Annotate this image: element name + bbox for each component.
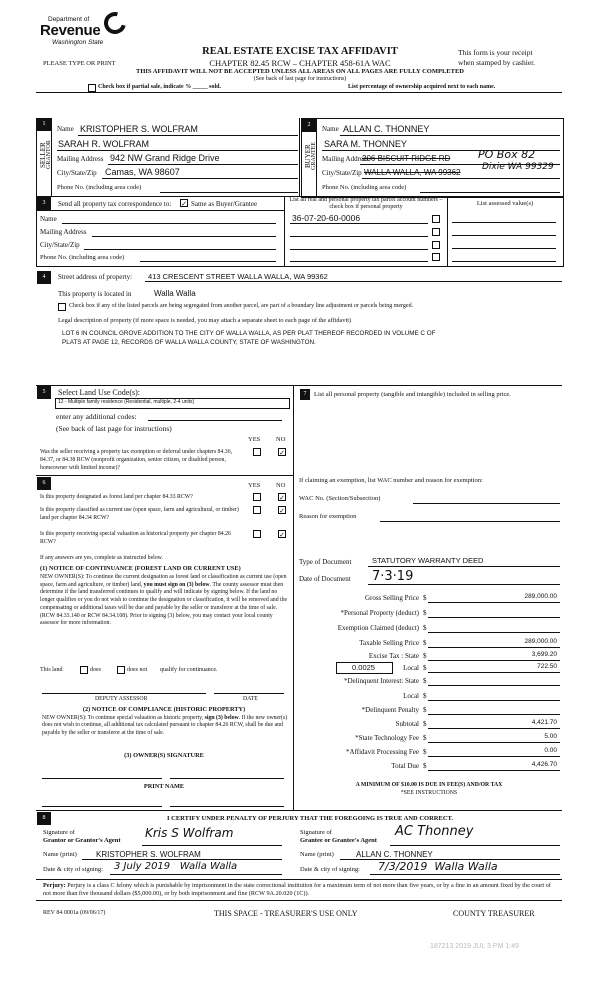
does-not-checkbox[interactable]: [117, 666, 125, 674]
currency-symbol: $: [423, 748, 427, 756]
section-8-number: 8: [37, 812, 51, 825]
parcel-3-personal-checkbox[interactable]: [432, 241, 440, 249]
segregated-label: Check box if any of the listed parcels are being segregated from another parcel, are part of a boundary line adjustment or parcels being merged.: [69, 303, 414, 309]
perjury-notice: [43, 882, 558, 898]
legal-description-line-1[interactable]: LOT 6 IN COUNCIL GROVE ADDITION TO THE CITY OF WALLA WALLA, AS PER PLAT THEREOF RECORDED IN VOLUME C OF: [62, 330, 436, 337]
section-3-number: 3: [37, 197, 51, 210]
located-in[interactable]: Walla Walla: [154, 289, 196, 298]
additional-codes-label: enter any additional codes:: [56, 412, 137, 421]
section6-no-header: NO: [276, 482, 286, 489]
section6-yes-header: YES: [248, 482, 261, 489]
wac-number-label: WAC No. (Section/Subsection): [299, 495, 381, 502]
certify-statement: I CERTIFY UNDER PENALTY OF PERJURY THAT THE FOREGOING IS TRUE AND CORRECT.: [166, 815, 453, 822]
row-value-subtotal[interactable]: 4,421.70: [531, 719, 557, 726]
logo-line2: Revenue: [40, 22, 101, 39]
currency-symbol: $: [423, 594, 427, 602]
section-1-number: 1: [37, 118, 51, 131]
exemption-yes-checkbox[interactable]: [253, 448, 261, 456]
row-value-total-due[interactable]: 4,426.70: [531, 761, 557, 768]
buyer-mailing-struck[interactable]: 206 BISCUIT RIDGE RD: [362, 154, 451, 163]
buyer-phone-label: Phone No. (including area code): [322, 184, 407, 191]
logo-line3: Washington State: [52, 39, 104, 46]
row-label-excise-state: Excise Tax : State: [368, 652, 419, 660]
currency-symbol: $: [423, 720, 427, 728]
buyer-name-2[interactable]: SARA M. THONNEY: [324, 139, 407, 149]
seller-mailing[interactable]: 942 NW Grand Ridge Drive: [110, 153, 220, 163]
does-label: does: [90, 667, 101, 673]
notice-continuance-text-b: . The county assessor must then determine if the land transferred continues to qualify and will indicate by signing below. If the land no longer qualifies or you do not wish to continue the designation or classification, it will be removed and the compensating or additional taxes will be due and payable by the seller or transferor at the time of sale. (RCW 84.33.140 or RCW 84.34.108). Prior to signing (3) below, you may contact your local county assessor for more information.: [40, 581, 288, 627]
row-label-tech-fee: *State Technology Fee: [355, 734, 419, 742]
row-label-taxable: Taxable Selling Price: [359, 639, 419, 647]
minimum-due-note: A MINIMUM OF $10.00 IS DUE IN FEE(S) AND/OR TAX: [355, 782, 503, 788]
grantor-name[interactable]: KRISTOPHER S. WOLFRAM: [96, 850, 201, 859]
grantor-name-label: Name (print): [43, 851, 77, 858]
qualify-label: qualify for continuance.: [160, 667, 218, 673]
print-name-label: PRINT NAME: [143, 783, 185, 790]
currency-symbol: $: [423, 677, 427, 685]
doc-date[interactable]: 7·3·19: [372, 569, 414, 584]
corr-city-label: City/State/Zip: [40, 241, 80, 249]
partial-sale-label: Check box if partial sale, indicate % _____ sold.: [98, 84, 222, 90]
exemption-question: Was the seller receiving a property tax exemption or deferral under chapters 84.36, 84.37, or 84.38 RCW (nonprofit organization, senior citizen, or disabled person, homeowner with limited income)?: [40, 449, 233, 471]
section-7-number: 7: [300, 389, 310, 400]
dor-swirl-icon: [100, 8, 130, 38]
buyer-name-label: Name: [322, 125, 339, 133]
notice-continuance-body: [40, 574, 290, 628]
corr-mailing-label: Mailing Address: [40, 228, 87, 236]
buyer-label: BUYER: [304, 144, 312, 168]
grantor-sig-label-1: Signature of: [43, 829, 75, 836]
street-address[interactable]: 413 CRESCENT STREET WALLA WALLA, WA 99362: [148, 272, 328, 281]
section-6-number: 6: [37, 477, 51, 490]
same-as-buyer-checkbox[interactable]: ✓: [181, 200, 187, 208]
notice-continuance-title: (1) NOTICE OF CONTINUANCE (FOREST LAND OR CURRENT USE): [40, 565, 241, 572]
row-value-excise-state[interactable]: 3,699.20: [531, 651, 557, 658]
send-correspondence-label: Send all property tax correspondence to:: [58, 200, 172, 208]
section5-yes-header: YES: [248, 436, 261, 443]
buyer-city-label: City/State/Zip: [322, 169, 362, 177]
grantee-sig-label-1: Signature of: [300, 829, 332, 836]
doc-date-label: Date of Document: [299, 575, 351, 583]
parcel-2-personal-checkbox[interactable]: [432, 228, 440, 236]
section-4-number: 4: [37, 271, 51, 284]
notice-compliance-text-b: . If the new owner(s) does not wish to continue, all additional tax calculated pursuant to chapter 84.26 RCW, shall be due and payable by the seller or transferor at the time of sale.: [42, 715, 288, 736]
currency-symbol: $: [423, 664, 427, 672]
county-treasurer-label: COUNTY TREASURER: [453, 909, 535, 918]
row-value-local[interactable]: 722.50: [537, 663, 557, 670]
perjury-text: Perjury is a class C felony which is punishable by imprisonment in the state correctional institution for a maximum term of not more than five years, or by a fine in an amount fixed by the court of not more than five thousand dollars ($5,000.00), or by both imprisonment and fine (RCW 9A.20.020 (1C)).: [43, 882, 551, 897]
perjury-bold: Perjury:: [43, 882, 66, 889]
seller-label: SELLER: [39, 142, 47, 168]
forest-yes-checkbox[interactable]: [253, 493, 261, 501]
row-label-subtotal: Subtotal: [395, 720, 419, 728]
see-back-note: (See back of last page for instructions): [56, 424, 172, 433]
current-use-no-checkbox[interactable]: ✓: [279, 507, 285, 515]
currency-symbol: $: [423, 609, 427, 617]
does-not-label: does not: [127, 667, 148, 673]
exemption-claim-label: If claiming an exemption, list WAC number and reason for exemption:: [299, 477, 483, 484]
row-label-total-due: Total Due: [391, 762, 419, 770]
ownership-note: List percentage of ownership acquired next to each name.: [348, 84, 496, 90]
grantor-sig-label-2: Grantor or Grantor's Agent: [43, 837, 121, 844]
divider: [36, 92, 562, 93]
same-as-buyer-label: Same as Buyer/Grantee: [191, 200, 258, 208]
notice-compliance-body: [42, 715, 290, 737]
parcel-header: List all real and personal property tax parcel account numbers – check box if personal property: [289, 197, 443, 210]
corr-phone-label: Phone No. (including area code): [40, 254, 125, 261]
does-checkbox[interactable]: [80, 666, 88, 674]
row-label-processing-fee: *Affidavit Processing Fee: [346, 748, 419, 756]
logo-line1: Department of: [48, 16, 90, 23]
segregated-checkbox[interactable]: [58, 303, 66, 311]
grantor-label: GRANTOR: [46, 140, 52, 170]
owner-signature-label: (3) OWNER(S) SIGNATURE: [124, 752, 204, 759]
date-label: DATE: [243, 696, 258, 702]
grantee-label: GRANTEE: [311, 142, 317, 170]
grantee-name-label: Name (print): [300, 851, 334, 858]
notice-continuance-bold: you must sign on (3) below: [143, 581, 210, 588]
row-value-processing-fee[interactable]: 0.00: [544, 747, 557, 754]
deputy-assessor-label: DEPUTY ASSESSOR: [95, 696, 148, 702]
grantor-signature[interactable]: Kris S Wolfram: [145, 826, 234, 840]
corr-name-label: Name: [40, 215, 57, 223]
section5-no-header: NO: [276, 436, 286, 443]
receipt-note-1: This form is your receipt: [458, 48, 533, 57]
doc-type[interactable]: STATUTORY WARRANTY DEED: [372, 556, 484, 565]
parcel-1[interactable]: 36-07-20-60-0006: [292, 213, 361, 223]
see-instructions-note: *SEE INSTRUCTIONS: [400, 790, 458, 796]
notice-compliance-bold: sign (3) below: [204, 715, 239, 721]
seller-city[interactable]: Camas, WA 98607: [105, 167, 180, 177]
current-use-question: Is this property classified as current use (open space, farm and agricultural, or timber) land per chapter 84.34 RCW?: [40, 507, 239, 521]
section-2-number: 2: [302, 119, 316, 132]
assessed-header: List assessed value(s): [476, 200, 534, 207]
instructions-note: (See back of last page for instructions): [253, 76, 347, 82]
grantor-date-label: Date & city of signing:: [43, 866, 103, 873]
row-label-delinq-interest-state: *Delinquent Interest: State: [343, 677, 419, 685]
grantee-sig-label-2: Grantee or Grantee's Agent: [300, 837, 377, 844]
street-address-label: Street address of property:: [58, 273, 133, 281]
row-label-delinq-interest-local: Local: [403, 692, 419, 700]
forest-land-question: Is this property designated as forest land per chapter 84.33 RCW?: [40, 494, 193, 500]
land-use-label: Select Land Use Code(s):: [58, 388, 140, 397]
notice-compliance-text-a: NEW OWNER(S): To continue special valuation as historic property,: [42, 715, 204, 721]
buyer-city-struck[interactable]: WALLA WALLA, WA 99362: [364, 168, 461, 177]
historical-no-checkbox[interactable]: ✓: [279, 531, 285, 539]
buyer-name-1[interactable]: ALLAN C. THONNEY: [343, 124, 430, 134]
doc-type-label: Type of Document: [299, 558, 352, 566]
currency-symbol: $: [423, 706, 427, 714]
grantor-date-city[interactable]: 3 July 2019 Walla Walla: [114, 861, 238, 872]
buyer-mailing-handwritten[interactable]: PO Box 82: [478, 148, 536, 161]
currency-symbol: $: [423, 762, 427, 770]
form-revision: REV 84 0001a (09/06/17): [43, 910, 106, 916]
parcel-4-personal-checkbox[interactable]: [432, 253, 440, 261]
notice-continuance-text-a: NEW OWNER(S): To continue the current designation as forest land or classification as current use (open space, farm and agriculture, or timber) land,: [40, 574, 287, 588]
treasurer-space-label: THIS SPACE - TREASURER'S USE ONLY: [214, 909, 358, 918]
page-title: REAL ESTATE EXCISE TAX AFFIDAVIT: [202, 46, 398, 57]
partial-sale-checkbox[interactable]: [88, 84, 96, 92]
currency-symbol: $: [423, 639, 427, 647]
receipt-note-2: when stamped by cashier.: [458, 58, 536, 67]
historical-question: Is this property receiving special valuation as historical property per chapter 84.26 RCW?: [40, 531, 231, 545]
located-in-label: This property is located in: [58, 290, 132, 298]
section-5-number: 5: [37, 386, 51, 399]
parcel-1-personal-checkbox[interactable]: [432, 215, 440, 223]
row-label-local: Local: [403, 664, 419, 672]
legal-description-line-2[interactable]: PLATS AT PAGE 12, RECORDS OF WALLA WALLA COUNTY, STATE OF WASHINGTON.: [62, 339, 316, 346]
cashier-stamp: 187213 2019 JUL 3 PM 1:49: [430, 943, 519, 950]
currency-symbol: $: [423, 692, 427, 700]
currency-symbol: $: [423, 652, 427, 660]
land-use-code[interactable]: 12 - Multiple family residence (Residential, multiple, 2-4 units): [58, 399, 195, 405]
buyer-city-handwritten[interactable]: Dixie WA 99329: [482, 162, 554, 172]
seller-city-label: City/State/Zip: [57, 169, 97, 177]
reason-exemption-label: Reason for exemption: [299, 513, 357, 520]
if-yes-note: If any answers are yes, complete as instructed below.: [40, 555, 163, 561]
forest-no-checkbox[interactable]: ✓: [279, 494, 285, 502]
row-label-gross: Gross Selling Price: [364, 594, 419, 602]
buyer-mailing-label: Mailing Address: [322, 155, 369, 163]
exemption-no-checkbox[interactable]: ✓: [279, 449, 285, 457]
row-value-tech-fee[interactable]: 5.00: [544, 733, 557, 740]
row-value-gross[interactable]: 289,000.00: [524, 593, 557, 600]
row-label-exemption: Exemption Claimed (deduct): [337, 624, 419, 632]
historical-yes-checkbox[interactable]: [253, 530, 261, 538]
legal-description-label: Legal description of property (if more space is needed, you may attach a separate sheet to each page of the affidavit): [58, 317, 352, 324]
currency-symbol: $: [423, 624, 427, 632]
grantee-signature[interactable]: AC Thonney: [395, 824, 474, 839]
row-value-taxable[interactable]: 289,000.00: [524, 638, 557, 645]
local-rate[interactable]: 0.0025: [352, 663, 375, 672]
seller-name-2[interactable]: SARAH R. WOLFRAM: [58, 139, 150, 149]
grantee-date-label: Date & city of signing:: [300, 866, 360, 873]
currency-symbol: $: [423, 734, 427, 742]
current-use-yes-checkbox[interactable]: [253, 506, 261, 514]
notice-compliance-title: (2) NOTICE OF COMPLIANCE (HISTORIC PROPERTY): [82, 706, 246, 713]
completion-warning: THIS AFFIDAVIT WILL NOT BE ACCEPTED UNLESS ALL AREAS ON ALL PAGES ARE FULLY COMPLETED: [136, 68, 464, 75]
seller-phone-label: Phone No. (including area code): [57, 184, 142, 191]
grantee-name[interactable]: ALLAN C. THONNEY: [356, 850, 433, 859]
seller-mailing-label: Mailing Address: [57, 155, 104, 163]
row-label-personal: *Personal Property (deduct): [340, 609, 419, 617]
grantee-date-city[interactable]: 7/3/2019 Walla Walla: [378, 860, 498, 873]
personal-property-label: List all personal property (tangible and intangible) included in selling price.: [314, 391, 511, 398]
row-label-delinq-penalty: *Delinquent Penalty: [361, 706, 419, 714]
page-subtitle: CHAPTER 82.45 RCW – CHAPTER 458-61A WAC: [209, 58, 391, 68]
please-type: PLEASE TYPE OR PRINT: [43, 60, 116, 67]
dor-logo: [40, 12, 130, 52]
this-land-label: This land: [40, 667, 63, 673]
seller-name-1[interactable]: KRISTOPHER S. WOLFRAM: [80, 124, 198, 134]
seller-name-label: Name: [57, 125, 74, 133]
